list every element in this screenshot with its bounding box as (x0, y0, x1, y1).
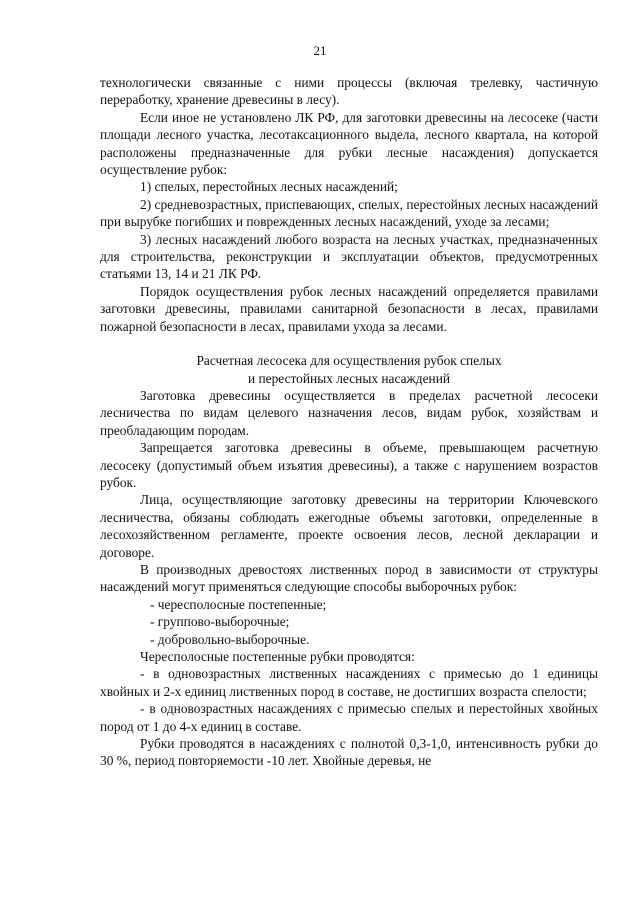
list-item: 1) спелых, перестойных лесных насаждений; (140, 179, 398, 195)
section-heading (100, 352, 598, 387)
list-item: 2) средневозрастных, приспевающих, спелых, перестойных лесных насаждений при вырубке погибших и поврежденных лесных насаждений, уходе за лесами; (100, 196, 598, 230)
method-item: - группово-выборочные; (150, 614, 290, 630)
paragraph: В производных древостоях лиственных пород в зависимости от структуры насаждений могут применяться следующие способы выборочных рубок: (100, 561, 598, 595)
list-item: - в одновозрастных лиственных насаждениях с примесью до 1 единицы хвойных и 2-х единиц лиственных пород в составе, не достигших возраста спелости; (100, 666, 598, 699)
paragraph: Запрещается заготовка древесины в объеме, превышающем расчетную лесосеку (допустимый объем изъятия древесины), а также с нарушением возрастов рубок. (100, 440, 598, 490)
document-body (100, 74, 598, 770)
section-heading-line1: Расчетная лесосека для осуществления рубок спелых (196, 353, 502, 369)
paragraph: Чересполосные постепенные рубки проводятся: (140, 649, 415, 664)
paragraph: технологически связанные с ними процессы (включая трелевку, частичную переработку, хранение древесины в лесу). (100, 75, 598, 108)
method-item: - чересполосные постепенные; (150, 596, 327, 612)
paragraph: Если иное не установлено ЛК РФ, для заготовки древесины на лесосеке (части площади лесного участка, лесотаксационного выдела, лесного квартала, на которой расположены предназначенные для рубки лесные насаждения) допускается осуществление рубок: (100, 109, 598, 178)
page-number: 21 (313, 43, 327, 58)
paragraph: Порядок осуществления рубок лесных насаждений определяется правилами заготовки древесины, правилами санитарной безопасности в лесах, правилами пожарной безопасности в лесах, правилами ухода за лесами. (100, 283, 598, 334)
paragraph: Заготовка древесины осуществляется в пределах расчетной лесосеки лесничества по видам целевого назначения лесов, видам рубок, хозяйствам и преобладающим породам. (100, 387, 598, 438)
paragraph: Лица, осуществляющие заготовку древесины на территории Ключевского лесничества, обязаны соблюдать ежегодные объемы заготовки, определенные в лесохозяйственном регламенте, проекте освоения лесов, лесной декларации и договоре. (100, 492, 598, 560)
list-item: 3) лесных насаждений любого возраста на лесных участках, предназначенных для строительства, реконструкции и эксплуатации объектов, предусмотренных статьями 13, 14 и 21 ЛК РФ. (100, 231, 598, 282)
method-item: - добровольно-выборочные. (150, 631, 310, 647)
paragraph: Рубки проводятся в насаждениях с полнотой 0,3-1,0, интенсивность рубки до 30 %, период повторяемости -10 лет. Хвойные деревья, не (100, 736, 598, 769)
list-item: - в одновозрастных насаждениях с примесью спелых и перестойных хвойных пород от 1 до 4-х единиц в составе. (100, 701, 598, 734)
section-heading-line2: и перестойных лесных насаждений (247, 370, 451, 386)
